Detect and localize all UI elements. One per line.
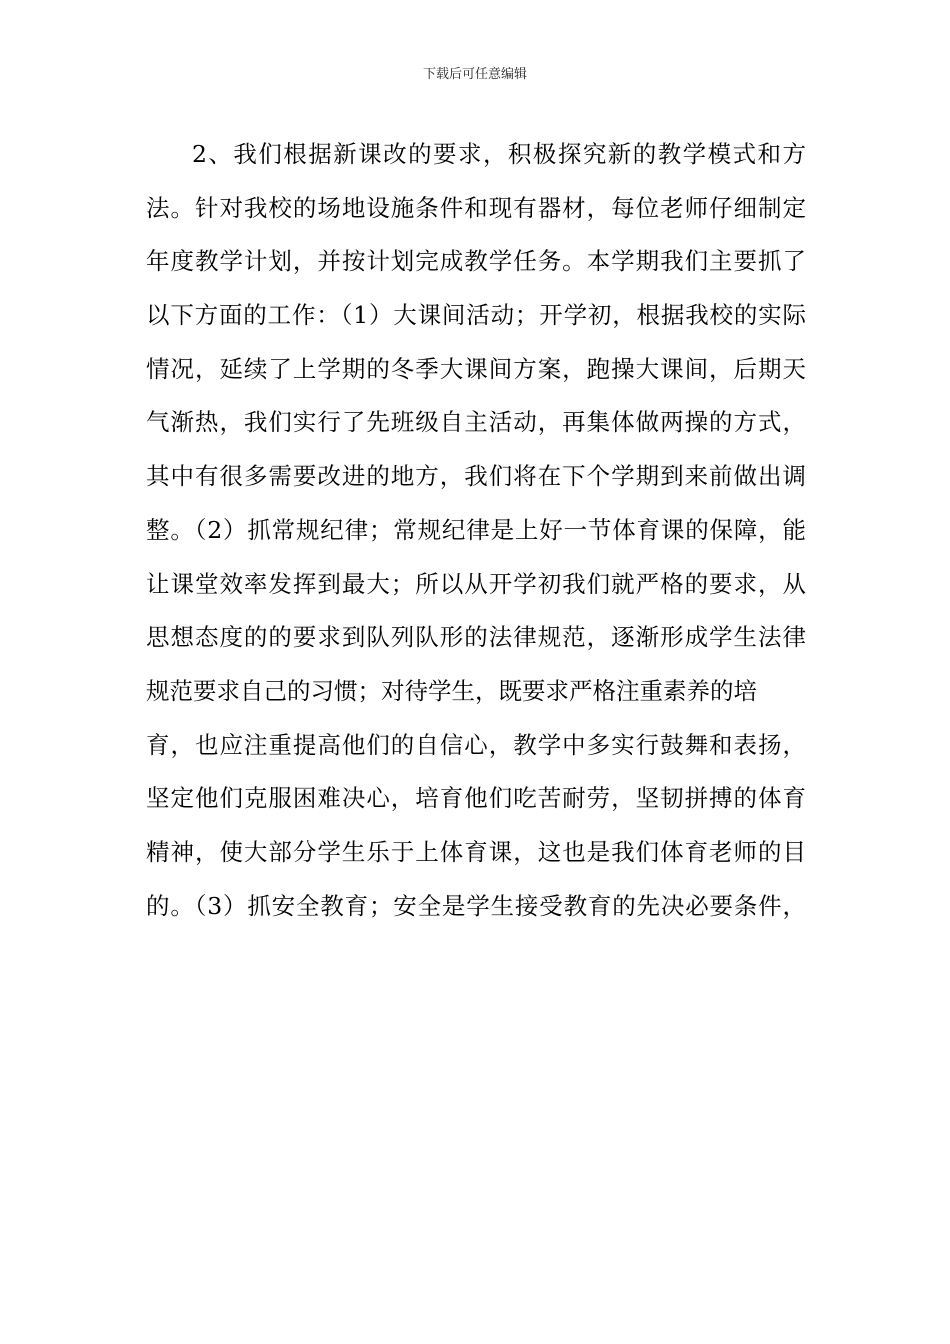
body-paragraph [146, 128, 806, 933]
text-line: 其中有很多需要改进的地方，我们将在下个学期到来前做出调 [146, 462, 806, 491]
text-line: 整。（2）抓常规纪律；常规纪律是上好一节体育课的保障，能 [146, 515, 806, 544]
text-line: 育，也应注重提高他们的自信心，教学中多实行鼓舞和表扬， [146, 730, 806, 759]
text-line: 思想态度的的要求到队列队形的法律规范，逐渐形成学生法律 [146, 623, 806, 652]
text-line: 规范要求自己的习惯；对待学生，既要求严格注重素养的培 [146, 676, 757, 705]
text-line: 精神，使大部分学生乐于上体育课，这也是我们体育老师的目 [146, 837, 806, 866]
text-line: 气渐热，我们实行了先班级自主活动，再集体做两操的方式， [146, 408, 806, 437]
text-line: 坚定他们克服困难决心，培育他们吃苦耐劳，坚韧拼搏的体育 [146, 784, 806, 813]
text-line: 2、我们根据新课改的要求，积极探究新的教学模式和方 [192, 140, 806, 168]
text-line: 法。针对我校的场地设施条件和现有器材，每位老师仔细制定 [146, 193, 806, 222]
text-line: 情况，延续了上学期的冬季大课间方案，跑操大课间，后期天 [146, 354, 806, 383]
text-line: 年度教学计划，并按计划完成教学任务。本学期我们主要抓了 [146, 247, 806, 276]
text-line: 以下方面的工作：（1）大课间活动；开学初，根据我校的实际 [146, 301, 806, 330]
text-line: 的。（3）抓安全教育；安全是学生接受教育的先决必要条件， [146, 891, 806, 920]
text-line: 让课堂效率发挥到最大；所以从开学初我们就严格的要求，从 [146, 569, 806, 598]
page-header: 下载后可任意编辑 [422, 67, 527, 82]
